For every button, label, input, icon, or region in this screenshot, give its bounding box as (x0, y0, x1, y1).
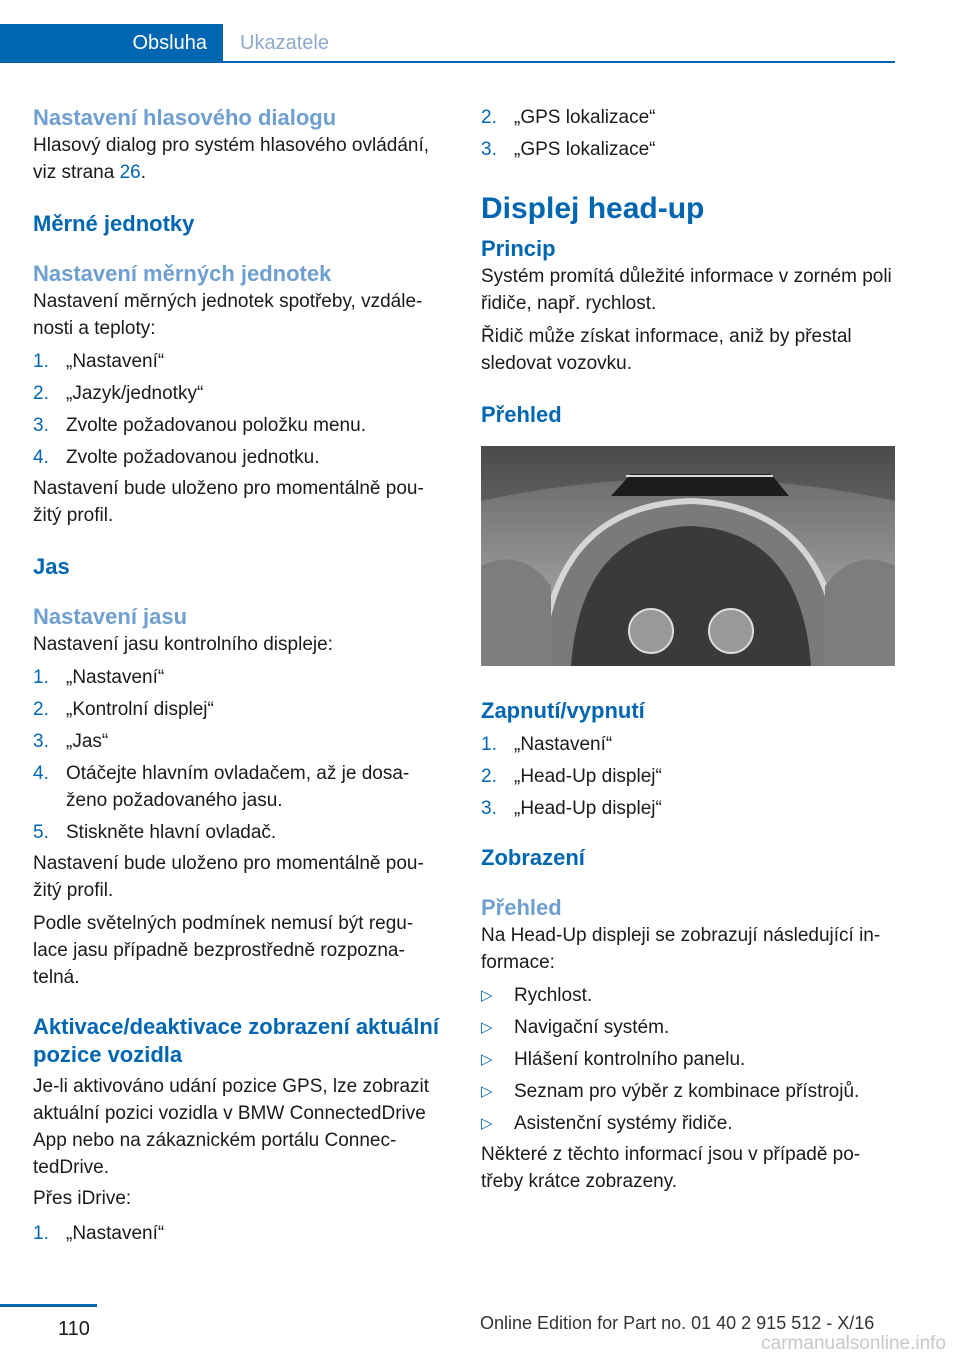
principle-heading: Princip (481, 236, 556, 261)
principle-text-1: Systém promítá důležité informace v zorném poli řidiče, např. rychlost. (481, 266, 892, 314)
triangle-bullet-icon: ▷ (481, 1019, 493, 1036)
voice-dialog-heading: Nastavení hlasového dialogu (33, 105, 337, 130)
units-steps (33, 348, 445, 471)
list-item: 4. Zvolte požadovanou jednotku. (33, 447, 320, 468)
brightness-heading: Jas (33, 554, 70, 579)
brightness-subheading: Nastavení jasu (33, 604, 188, 629)
triangle-bullet-icon: ▷ (481, 987, 493, 1004)
list-item: 1. „Nastavení“ (33, 667, 165, 688)
chapter-tabbar (0, 24, 895, 62)
gps-steps-continued (481, 104, 893, 163)
display-heading: Zobrazení (481, 845, 585, 870)
display-after-text: Některé z těchto informací jsou v případě po-třeby krátce zobrazeny. (481, 1144, 861, 1192)
list-item: 3. „Jas“ (33, 731, 109, 752)
list-item: 2. „Kontrolní displej“ (33, 699, 214, 720)
left-column (33, 104, 445, 1247)
page-link[interactable]: 26 (119, 162, 141, 183)
tabbar-rule (0, 61, 895, 63)
voice-dialog-text: Hlasový dialog pro systém hlasového ovládání, viz strana 26. (33, 135, 430, 183)
brightness-steps (33, 664, 445, 846)
overview-heading: Přehled (481, 402, 562, 427)
list-item: 4. Otáčejte hlavním ovladačem, až je dosa-ženo požadovaného jasu. (33, 763, 410, 811)
hud-heading: Displej head-up (481, 192, 705, 225)
watermark: carmanualsonline.info (761, 1333, 946, 1354)
right-column (481, 104, 893, 1195)
gps-via-text: Přes iDrive: (33, 1188, 132, 1209)
onoff-steps (481, 731, 893, 822)
list-item: 3. „GPS lokalizace“ (481, 139, 656, 160)
brightness-after-text-2: Podle světelných podmínek nemusí být regu-lace jasu případně bezprostředně rozpozna-telná. (33, 913, 414, 988)
units-heading: Měrné jednotky (33, 211, 195, 236)
gps-heading: Aktivace/deaktivace zobrazení aktuální pozice vozidla (33, 1014, 439, 1067)
page-number-rule (0, 1304, 97, 1307)
list-item: ▷ Asistenční systémy řidiče. (481, 1110, 893, 1137)
list-item: ▷ Navigační systém. (481, 1014, 893, 1041)
list-item: 1. „Nastavení“ (481, 734, 613, 755)
display-items (481, 982, 893, 1137)
list-item: 3. Zvolte požadovanou položku menu. (33, 415, 366, 436)
list-item: ▷ Seznam pro výběr z kombinace přístrojů. (481, 1078, 893, 1105)
page-number: 110 (58, 1318, 90, 1340)
triangle-bullet-icon: ▷ (481, 1083, 493, 1100)
gps-text: Je-li aktivováno udání pozice GPS, lze zobrazit aktuální pozici vozidla v BMW ConnectedDrive App nebo na zákaznickém portálu Connec-tedDrive. (33, 1076, 430, 1178)
edition-footer: Online Edition for Part no. 01 40 2 915 512 - X/16 (480, 1313, 875, 1333)
onoff-heading: Zapnutí/vypnutí (481, 698, 645, 723)
list-item: 3. „Head-Up displej“ (481, 798, 662, 819)
brightness-after-text-1: Nastavení bude uloženo pro momentálně pou-žitý profil. (33, 853, 424, 901)
list-item: ▷ Hlášení kontrolního panelu. (481, 1046, 893, 1073)
display-subheading: Přehled (481, 895, 562, 920)
list-item: 1. „Nastavení“ (33, 1223, 165, 1244)
principle-text-2: Řidič může získat informace, aniž by přestal sledovat vozovku. (481, 326, 852, 374)
display-text: Na Head-Up displeji se zobrazují následující in-formace: (481, 925, 881, 973)
list-item: 2. „Jazyk/jednotky“ (33, 383, 204, 404)
brightness-text: Nastavení jasu kontrolního displeje: (33, 634, 333, 655)
units-after-text: Nastavení bude uloženo pro momentálně pou-žitý profil. (33, 478, 424, 526)
list-item: ▷ Rychlost. (481, 982, 893, 1009)
units-text: Nastavení měrných jednotek spotřeby, vzdále-nosti a teploty: (33, 291, 423, 339)
units-subheading: Nastavení měrných jednotek (33, 261, 332, 286)
list-item: 2. „Head-Up displej“ (481, 766, 662, 787)
list-item: 1. „Nastavení“ (33, 351, 165, 372)
list-item: 2. „GPS lokalizace“ (481, 107, 656, 128)
tab-ukazatele[interactable]: Ukazatele (240, 32, 329, 54)
hud-illustration (481, 446, 893, 666)
gps-steps (33, 1220, 445, 1247)
triangle-bullet-icon: ▷ (481, 1051, 493, 1068)
list-item: 5. Stiskněte hlavní ovladač. (33, 822, 277, 843)
tab-obsluha[interactable]: Obsluha (0, 24, 223, 63)
triangle-bullet-icon: ▷ (481, 1115, 493, 1132)
